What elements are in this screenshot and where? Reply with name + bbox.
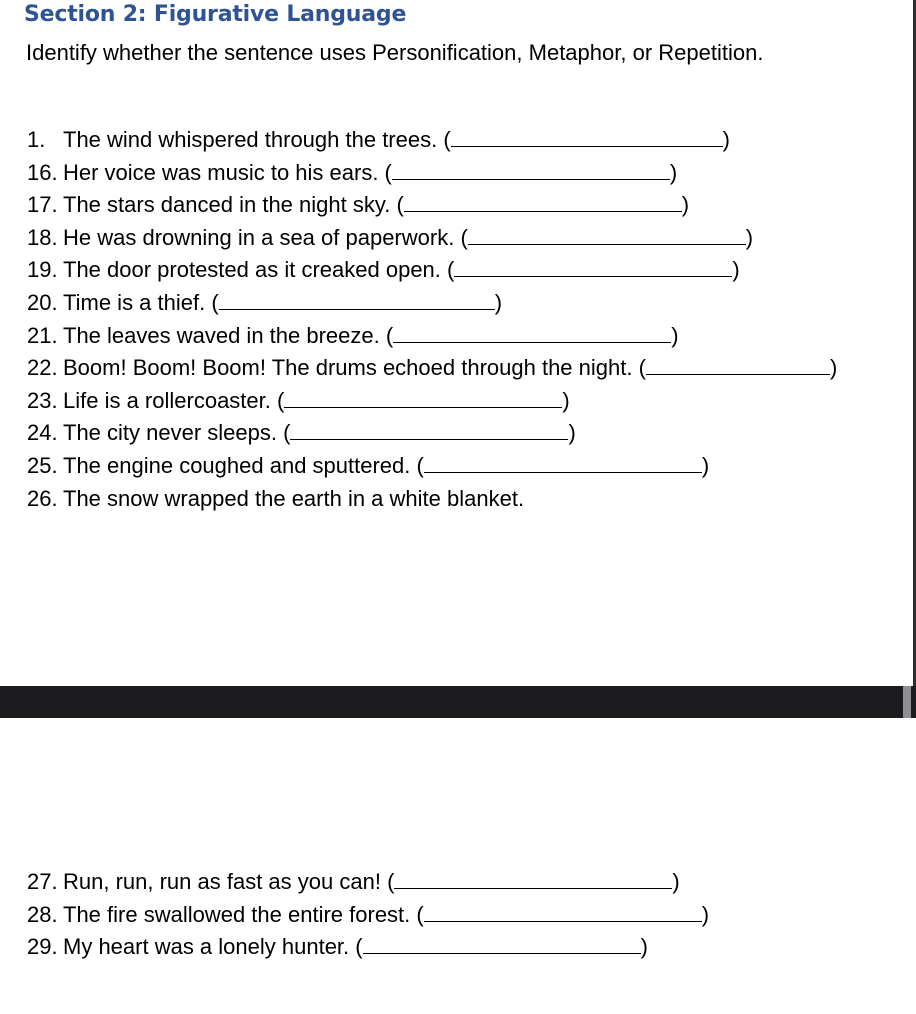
question-item: 16. Her voice was music to his ears. ( ) bbox=[27, 158, 837, 191]
answer-blank[interactable] bbox=[290, 421, 568, 440]
answer-blank[interactable] bbox=[284, 389, 562, 408]
answer-blank[interactable] bbox=[424, 454, 702, 473]
question-item: 20. Time is a thief. ( ) bbox=[27, 288, 837, 321]
question-item: 17. The stars danced in the night sky. ( ) bbox=[27, 190, 837, 223]
question-item: 19. The door protested as it creaked open. ( ) bbox=[27, 255, 837, 288]
question-text: The stars danced in the night sky. bbox=[63, 192, 391, 218]
question-text: Boom! Boom! Boom! The drums echoed through the night. bbox=[63, 355, 633, 381]
answer-blank[interactable] bbox=[219, 291, 495, 310]
question-text: He was drowning in a sea of paperwork. bbox=[63, 224, 455, 250]
question-text: The city never sleeps. bbox=[63, 420, 277, 446]
answer-blank[interactable] bbox=[363, 935, 641, 954]
question-item: 25. The engine coughed and sputtered. ( ) bbox=[27, 451, 837, 484]
question-item: 22. Boom! Boom! Boom! The drums echoed through the night. ( ) bbox=[27, 353, 837, 386]
question-item: 18. He was drowning in a sea of paperwork. ( ) bbox=[27, 223, 837, 256]
question-text: The snow wrapped the earth in a white blanket. bbox=[63, 485, 525, 511]
page-bottom bbox=[0, 718, 916, 1014]
question-number: 23. bbox=[27, 387, 58, 413]
answer-blank[interactable] bbox=[454, 258, 732, 277]
question-number: 1. bbox=[27, 127, 46, 152]
answer-blank[interactable] bbox=[393, 324, 671, 343]
question-number: 24. bbox=[27, 420, 58, 446]
page-divider bbox=[0, 686, 916, 718]
question-item bbox=[27, 484, 837, 517]
question-text: Time is a thief. bbox=[63, 289, 206, 315]
question-text: The wind whispered through the trees. bbox=[63, 127, 438, 152]
scrollbar-thumb[interactable] bbox=[903, 686, 911, 718]
question-number: 21. bbox=[27, 322, 58, 348]
question-text: Her voice was music to his ears. bbox=[63, 159, 379, 185]
answer-blank[interactable] bbox=[468, 226, 746, 245]
question-text: The engine coughed and sputtered. bbox=[63, 452, 411, 478]
question-number: 18. bbox=[27, 224, 58, 250]
question-list-top bbox=[27, 125, 837, 516]
question-number: 26. bbox=[27, 485, 58, 511]
question-number: 19. bbox=[27, 257, 58, 283]
question-item: 28. The fire swallowed the entire forest. ( ) bbox=[27, 900, 709, 933]
answer-blank[interactable] bbox=[646, 356, 830, 375]
question-item: 23. Life is a rollercoaster. ( ) bbox=[27, 386, 837, 419]
question-number: 20. bbox=[27, 289, 58, 315]
question-item: 21. The leaves waved in the breeze. ( ) bbox=[27, 321, 837, 354]
question-text: Run, run, run as fast as you can! bbox=[63, 869, 381, 894]
answer-blank[interactable] bbox=[394, 870, 672, 889]
instructions: Identify whether the sentence uses Personification, Metaphor, or Repetition. bbox=[26, 40, 764, 65]
answer-blank[interactable] bbox=[451, 128, 723, 147]
question-item: 27. Run, run, run as fast as you can! ( ) bbox=[27, 867, 709, 900]
question-number: 25. bbox=[27, 452, 58, 478]
question-number: 28. bbox=[27, 901, 58, 927]
question-text: The leaves waved in the breeze. bbox=[63, 322, 380, 348]
question-number: 16. bbox=[27, 159, 58, 185]
section-title: Section 2: Figurative Language bbox=[24, 2, 407, 27]
question-text: The fire swallowed the entire forest. bbox=[63, 901, 411, 927]
answer-blank[interactable] bbox=[392, 161, 670, 180]
question-number: 17. bbox=[27, 192, 58, 218]
question-number: 27. bbox=[27, 869, 58, 894]
question-text: My heart was a lonely hunter. bbox=[63, 934, 350, 960]
question-item: 1. The wind whispered through the trees. ( ) bbox=[27, 125, 837, 158]
question-number: 22. bbox=[27, 355, 58, 381]
answer-blank[interactable] bbox=[404, 193, 682, 212]
answer-blank[interactable] bbox=[424, 903, 702, 922]
question-item: 29. My heart was a lonely hunter. ( ) bbox=[27, 932, 709, 965]
question-text: Life is a rollercoaster. bbox=[63, 387, 271, 413]
question-item: 24. The city never sleeps. ( ) bbox=[27, 418, 837, 451]
question-number: 29. bbox=[27, 934, 58, 960]
question-text: The door protested as it creaked open. bbox=[63, 257, 441, 283]
question-list-bottom bbox=[27, 867, 709, 965]
